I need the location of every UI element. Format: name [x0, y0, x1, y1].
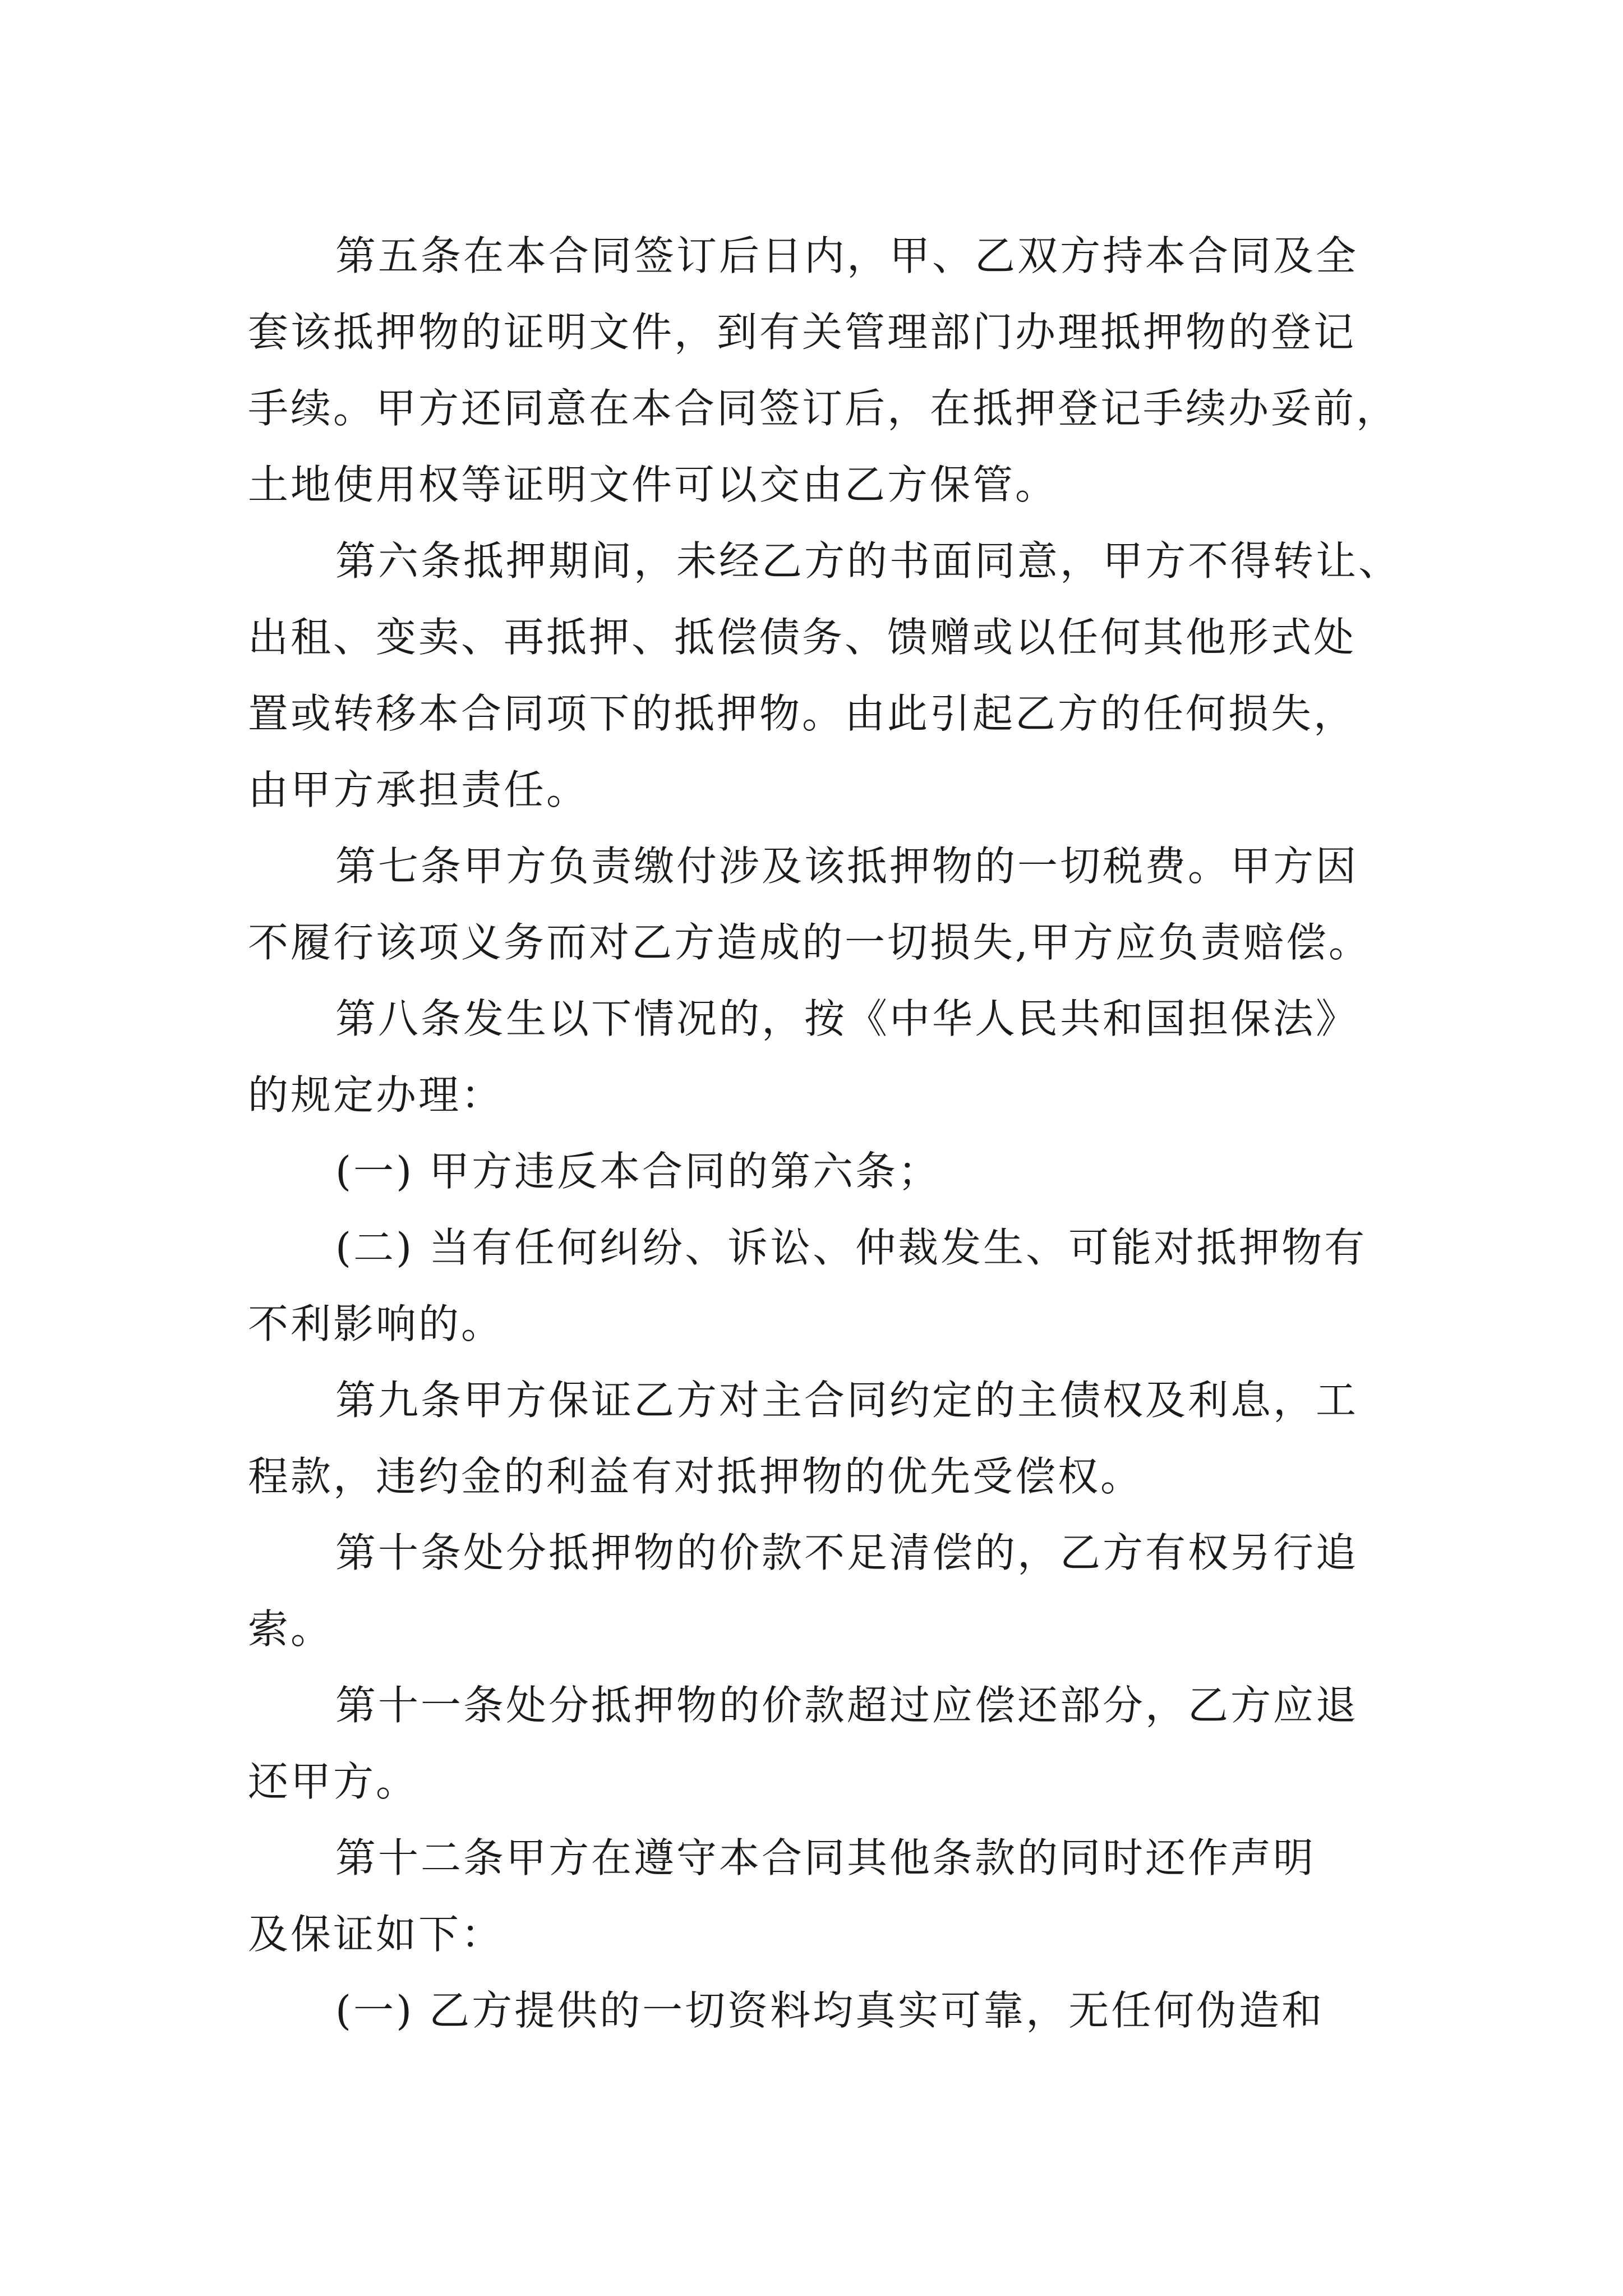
text-line: (一) 乙方提供的一切资料均真实可靠，无任何伪造和: [335, 1987, 1325, 2034]
text-line: 第九条甲方保证乙方对主合同约定的主债权及利息，工: [335, 1377, 1359, 1424]
text-line: 由甲方承担责任。: [248, 766, 589, 813]
article-9-paragraph: [248, 1362, 1381, 1515]
text-line: 套该抵押物的证明文件，到有关管理部门办理抵押物的登记: [248, 309, 1357, 356]
text-line: 第六条抵押期间，未经乙方的书面同意，甲方不得转让、: [335, 537, 1401, 585]
text-line: 不履行该项义务而对乙方造成的一切损失,甲方应负责赔偿。: [248, 919, 1371, 966]
article-10-paragraph: [248, 1515, 1381, 1667]
text-line: 第十条处分抵押物的价款不足清偿的，乙方有权另行追: [335, 1529, 1359, 1576]
article-11-paragraph: [248, 1667, 1381, 1820]
text-line: 置或转移本合同项下的抵押物。由此引起乙方的任何损失，: [248, 690, 1357, 737]
text-line: 第十一条处分抵押物的价款超过应偿还部分，乙方应退: [335, 1682, 1359, 1729]
text-line: 不利影响的。: [248, 1300, 504, 1347]
text-line: (二) 当有任何纠纷、诉讼、仲裁发生、可能对抵押物有: [335, 1224, 1367, 1271]
text-line: 及保证如下：: [248, 1911, 504, 1958]
text-line: 第十二条甲方在遵守本合同其他条款的同时还作声明: [335, 1834, 1316, 1881]
article-5-paragraph: [248, 218, 1399, 523]
article-6-paragraph: [248, 523, 1401, 828]
article-12-paragraph: [248, 1820, 1381, 1972]
article-8-item-1-paragraph: [248, 1133, 1381, 1209]
article-8-item-2-paragraph: [248, 1209, 1381, 1362]
text-line: 程款，违约金的利益有对抵押物的优先受偿权。: [248, 1453, 1144, 1500]
text-line: 还甲方。: [248, 1758, 419, 1805]
text-line: 土地使用权等证明文件可以交由乙方保管。: [248, 461, 1058, 508]
text-line: 出租、变卖、再抵押、抵偿债务、馈赠或以任何其他形式处: [248, 614, 1357, 661]
text-line: 索。: [248, 1605, 334, 1653]
text-line: 第五条在本合同签订后日内，甲、乙双方持本合同及全: [335, 232, 1359, 279]
text-line: 手续。甲方还同意在本合同签订后，在抵押登记手续办妥前，: [248, 385, 1399, 432]
text-line: 第七条甲方负责缴付涉及该抵押物的一切税费。甲方因: [335, 843, 1359, 890]
article-8-paragraph: [248, 981, 1381, 1133]
article-12-item-1-paragraph: [248, 1972, 1381, 2049]
document-body: [248, 218, 1401, 2049]
text-line: (一) 甲方违反本合同的第六条；: [335, 1148, 941, 1195]
text-line: 第八条发生以下情况的，按《中华人民共和国担保法》: [335, 995, 1359, 1042]
article-7-paragraph: [248, 828, 1381, 981]
text-line: 的规定办理：: [248, 1071, 504, 1119]
